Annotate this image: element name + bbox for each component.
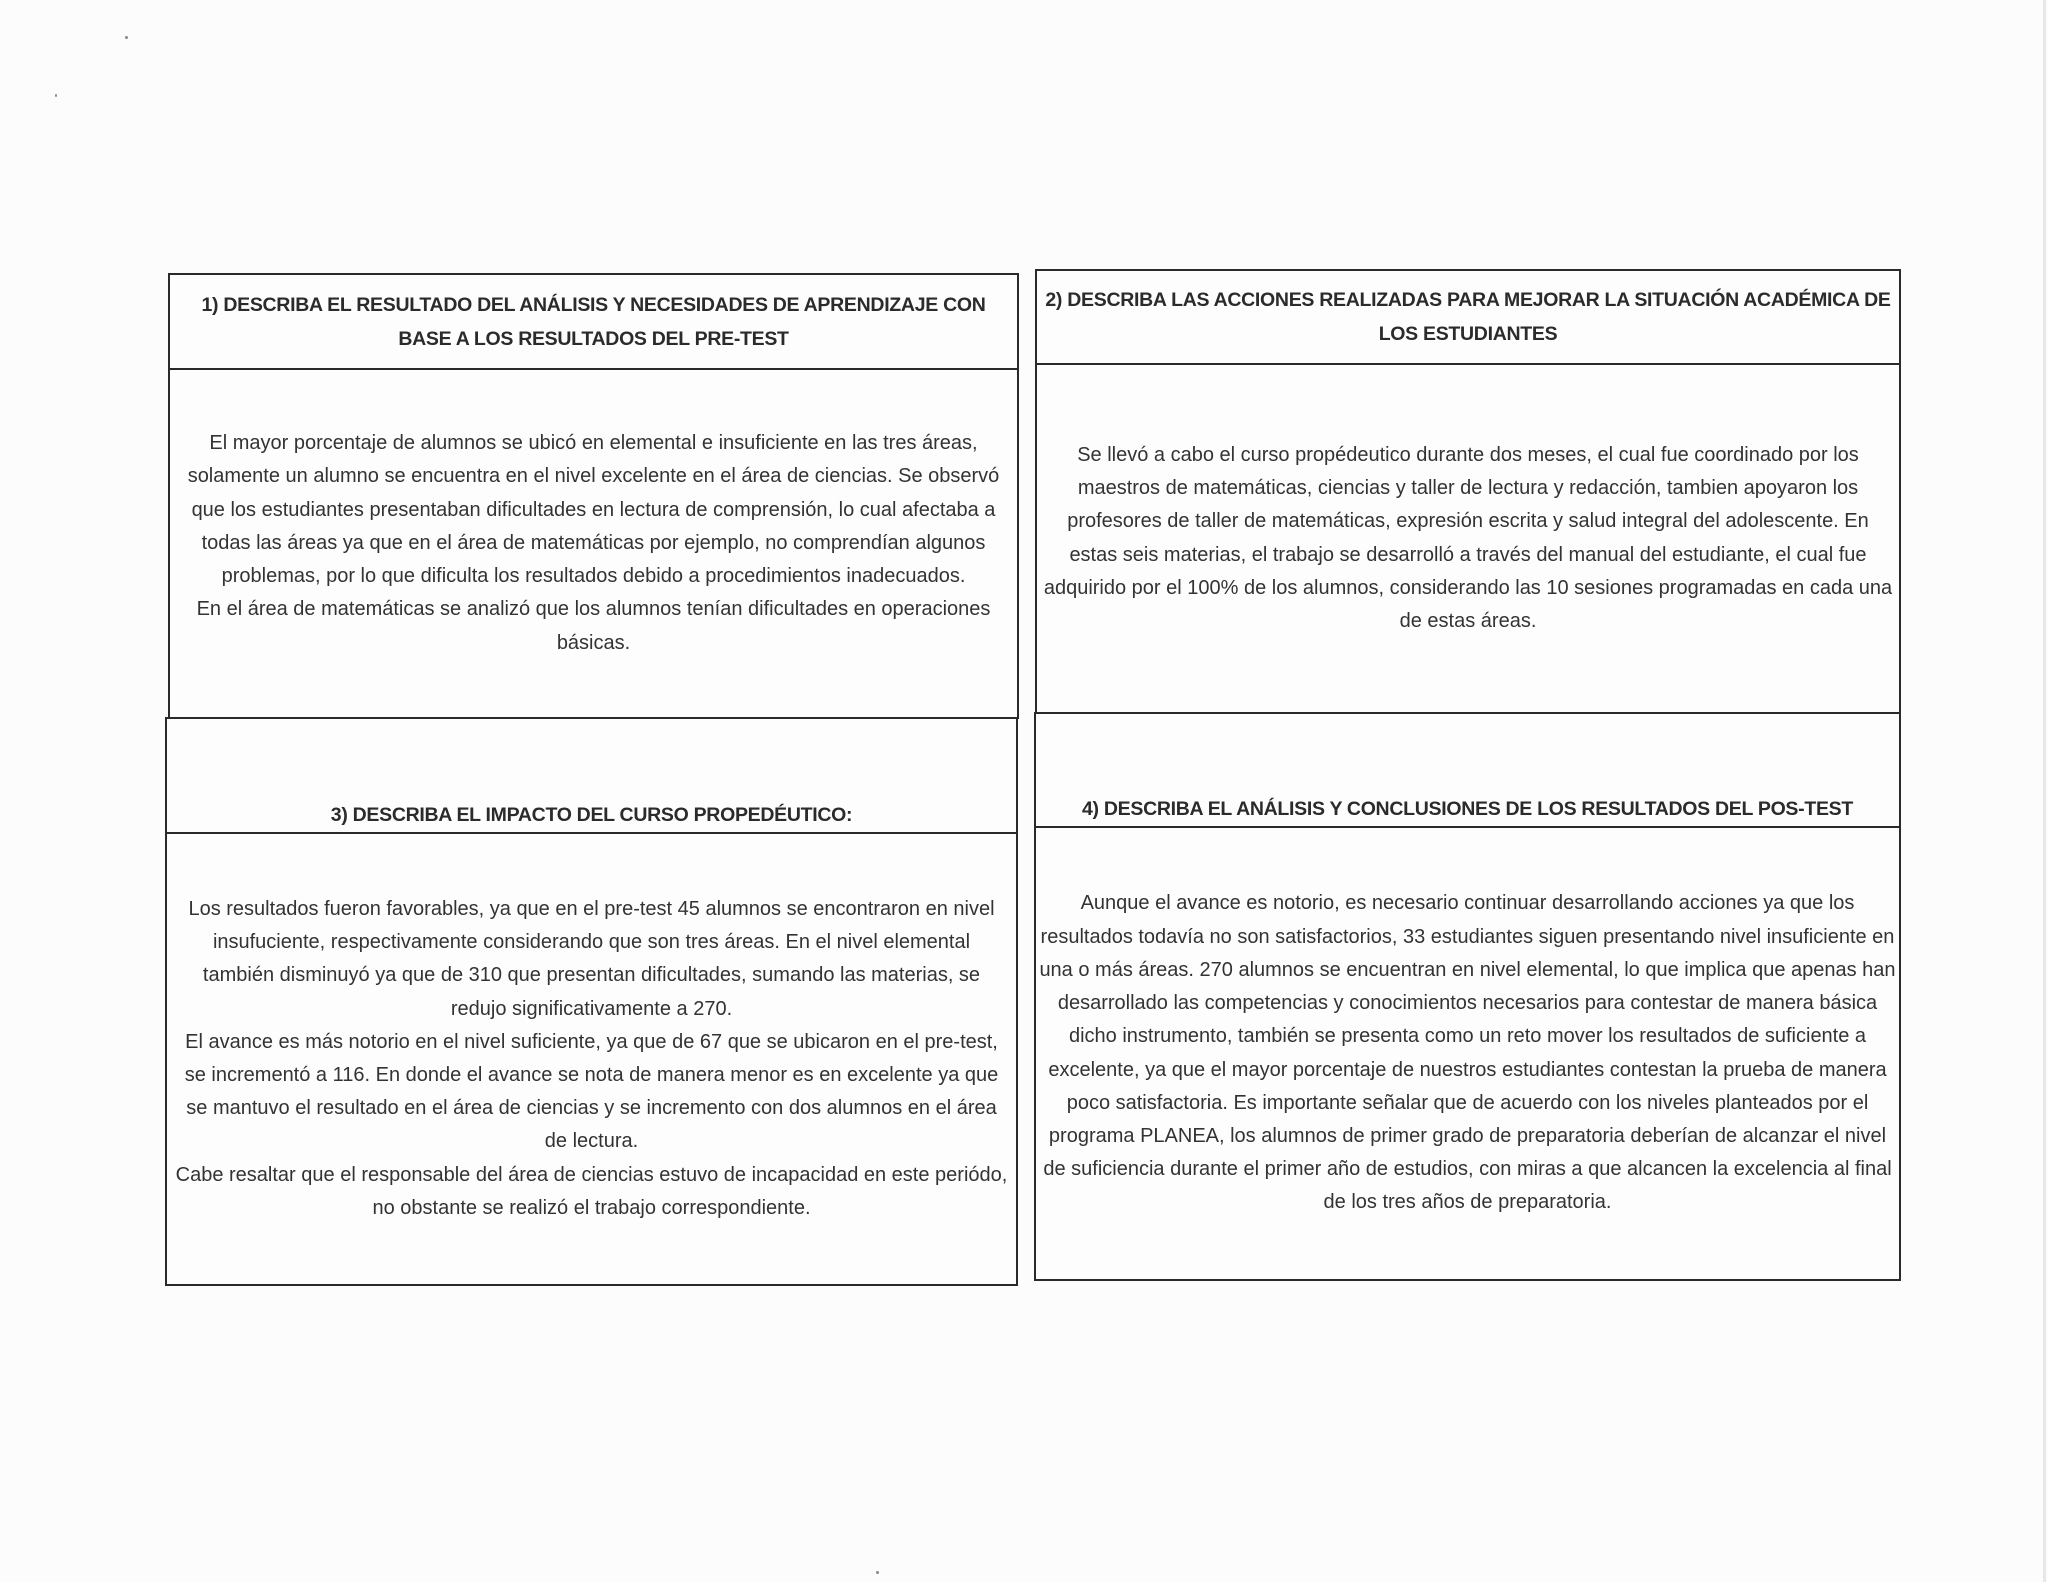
section-4-body	[1036, 828, 1899, 1279]
section-2-heading	[1037, 271, 1899, 365]
section-3-paragraph: Los resultados fueron favorables, ya que en el pre-test 45 alumnos se encontraron en nivel insufuciente, respectivamente considerando que son tres áreas. En el nivel elemental también disminuyó ya que de 310 que presentan dificultades, sumando las materias, se redujo significativamente a 270.	[188, 897, 995, 1020]
section-1-heading-text: 1) DESCRIBA EL RESULTADO DEL ANÁLISIS Y NECESIDADES DE APRENDIZAJE CON BASE A LOS RESULTADOS DEL PRE-TEST	[201, 293, 986, 350]
section-2-box	[1035, 269, 1901, 714]
section-1-paragraph: El mayor porcentaje de alumnos se ubicó en elemental e insuficiente en las tres áreas, solamente un alumno se encuentra en el nivel excelente en el área de ciencias. Se observó que los estudiantes presentaban dificultades en lectura de comprensión, lo cual afectaba a todas las áreas ya que en el área de matemáticas por ejemplo, no comprendían algunos problemas, por lo que dificulta los resultados debido a procedimientos inadecuados.	[187, 432, 1000, 588]
section-2-heading-text: 2) DESCRIBA LAS ACCIONES REALIZADAS PARA MEJORAR LA SITUACIÓN ACADÉMICA DE LOS ESTUDIANTES	[1045, 289, 1891, 345]
section-3-box	[165, 717, 1018, 1286]
section-3-paragraph: Cabe resaltar que el responsable del área de ciencias estuvo de incapacidad en este periódo, no obstante se realizó el trabajo correspondiente.	[175, 1163, 1008, 1219]
section-1-heading	[170, 275, 1017, 370]
scan-speck	[876, 1571, 879, 1574]
section-3-body	[167, 834, 1016, 1284]
scan-speck	[55, 94, 57, 97]
section-4-paragraph: Aunque el avance es notorio, es necesario continuar desarrollando acciones ya que los resultados todavía no son satisfactorios, 33 estudiantes siguen presentando nivel insuficiente en una o más áreas. 270 alumnos se encuentran en nivel elemental, lo que implica que apenas han desarrollado las competencias y conocimientos necesarios para contestar de manera básica dicho instrumento, también se presenta como un reto mover los resultados de suficiente a excelente, ya que el mayor porcentaje de nuestros estudiantes contestan la prueba de manera poco satisfactoria. Es importante señalar que de acuerdo con los niveles planteados por el programa PLANEA, los alumnos de primer grado de preparatoria deberían de alcanzar el nivel de suficiencia durante el primer año de estudios, con miras a que alcancen la excelencia al final de los tres años de preparatoria.	[1039, 892, 1896, 1214]
section-3-paragraph: El avance es más notorio en el nivel suficiente, ya que de 67 que se ubicaron en el pre-test, se incrementó a 116. En donde el avance se nota de manera menor es en excelente ya que se mantuvo el resultado en el área de ciencias y se incremento con dos alumnos en el área de lectura.	[184, 1030, 999, 1153]
section-2-body	[1037, 365, 1899, 712]
page-edge	[2043, 0, 2046, 1582]
section-4-heading-text: 4) DESCRIBA EL ANÁLISIS Y CONCLUSIONES DE LOS RESULTADOS DEL POS-TEST	[1082, 798, 1853, 820]
section-4-heading	[1036, 714, 1899, 828]
section-1-paragraph: En el área de matemáticas se analizó que los alumnos tenían dificultades en operaciones básicas.	[196, 598, 991, 654]
section-2-paragraph: Se llevó a cabo el curso propédeutico durante dos meses, el cual fue coordinado por los maestros de matemáticas, ciencias y taller de lectura y redacción, tambien apoyaron los profesores de taller de matemáticas, expresión escrita y salud integral del adolescente. En estas seis materias, el trabajo se desarrolló a través del manual del estudiante, el cual fue adquirido por el 100% de los alumnos, considerando las 10 sesiones programadas en cada una de estas áreas.	[1043, 443, 1893, 632]
section-1-box	[168, 273, 1019, 719]
section-4-box	[1034, 712, 1901, 1281]
scan-speck	[125, 36, 128, 39]
section-3-heading	[167, 719, 1016, 834]
section-1-body	[170, 370, 1017, 717]
section-3-heading-text: 3) DESCRIBA EL IMPACTO DEL CURSO PROPEDÉUTICO:	[330, 804, 853, 826]
